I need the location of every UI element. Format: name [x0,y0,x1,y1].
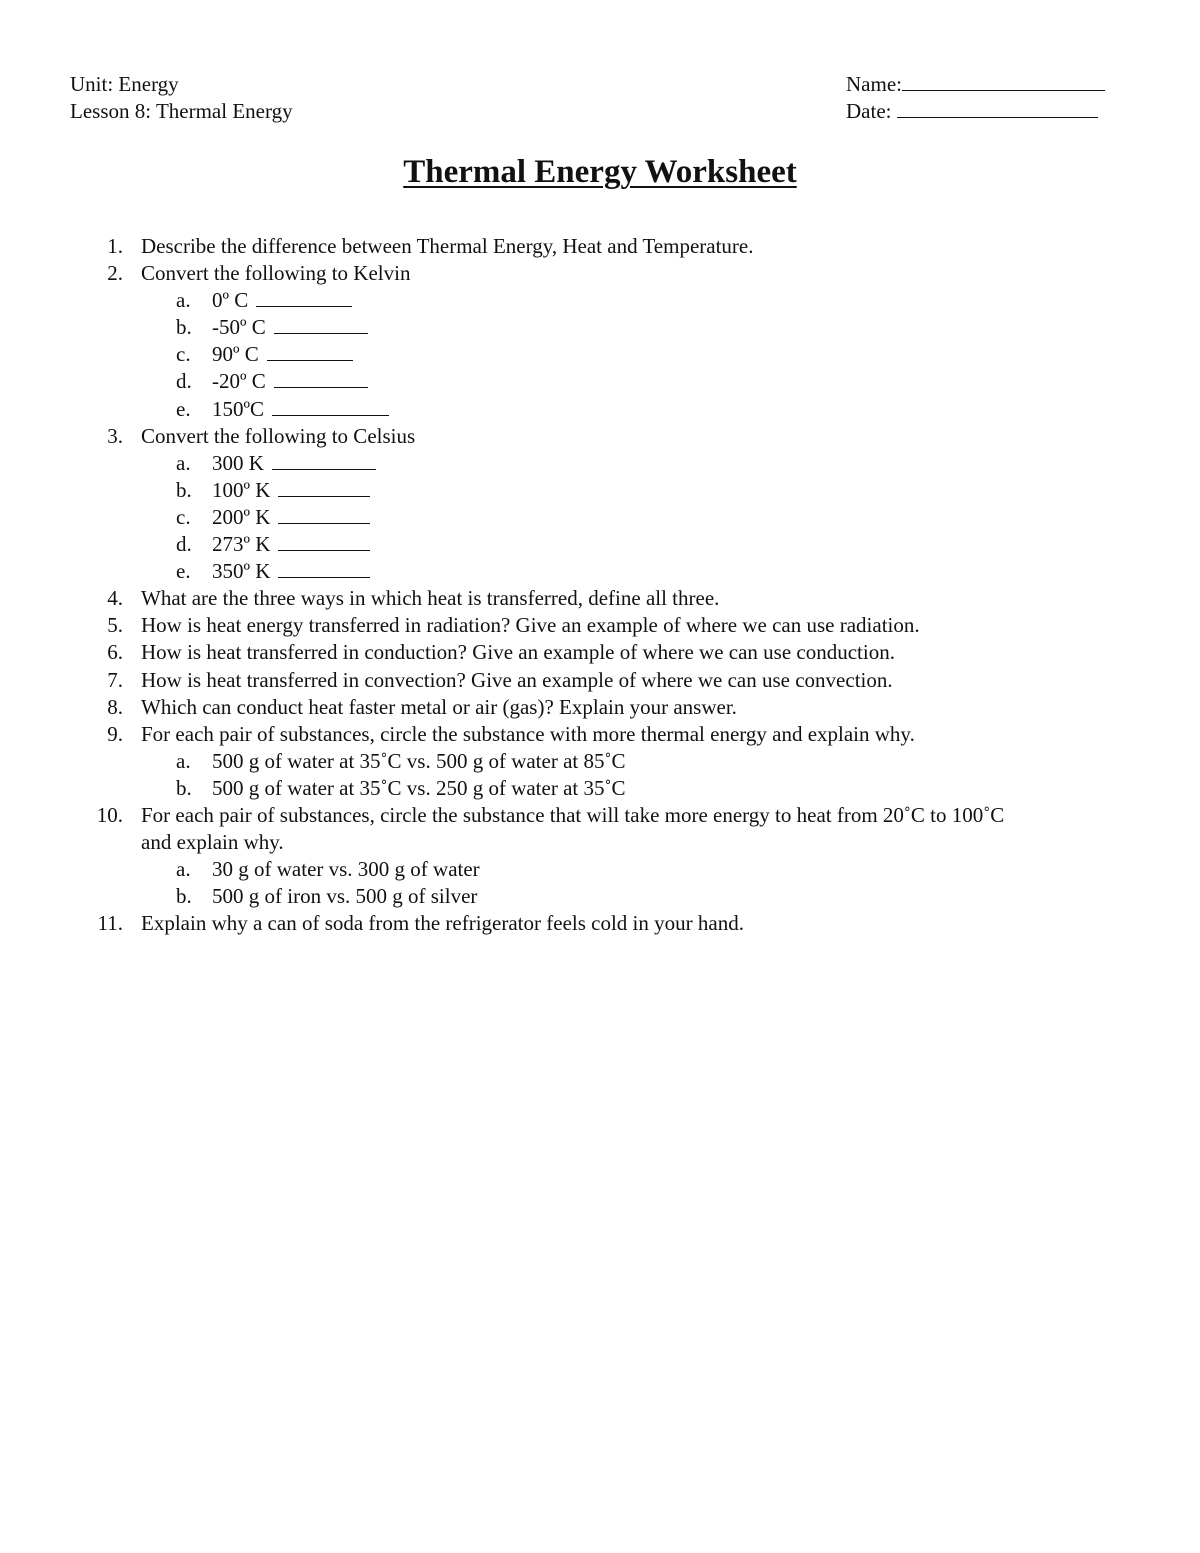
question-number: 8. [107,694,123,719]
unit-label: Unit: Energy [70,72,179,96]
question-number: 2. [107,261,123,286]
sub-question-item [0,341,1200,368]
question-text: What are the three ways in which heat is transferred, define all three. [141,586,720,611]
sub-question-text [212,504,370,531]
sub-question-letter: d. [176,532,192,557]
sub-question-letter: a. [176,450,191,475]
question-item [0,260,1200,287]
question-item [0,423,1200,450]
sub-question-text [212,531,370,558]
sub-question-label: 150ºC [212,396,265,421]
sub-question-label: 350º K [212,559,271,584]
question-number: 3. [107,423,123,448]
sub-question-text [212,558,370,585]
sub-question-letter: e. [176,559,191,584]
sub-question-label: 30 g of water vs. 300 g of water [212,857,480,882]
sub-question-text [212,450,376,477]
date-label: Date: [846,99,892,123]
sub-question-item [0,368,1200,395]
sub-question-item [0,450,1200,477]
question-number: 9. [107,721,123,746]
sub-question-item [0,748,1200,775]
sub-question-text [212,287,352,314]
sub-question-letter: e. [176,396,191,421]
date-blank[interactable] [897,98,1098,118]
question-item [0,612,1200,639]
sub-question-letter: a. [176,857,191,882]
sub-question-text [212,883,477,910]
answer-blank[interactable] [256,287,352,307]
name-row [846,71,1105,98]
sub-question-text [212,368,368,395]
question-number: 1. [107,234,123,258]
sub-question-label: 200º K [212,504,271,529]
question-number: 10. [96,802,123,827]
sub-question-text [212,314,368,341]
sub-question-item [0,287,1200,314]
sub-question-item [0,477,1200,504]
question-text: For each pair of substances, circle the substance that will take more energy to heat from 20˚C to 100˚C [141,802,1005,827]
question-text-continued: and explain why. [141,830,284,855]
answer-blank[interactable] [274,368,368,388]
name-blank[interactable] [902,71,1105,91]
question-item [0,802,1200,829]
question-number: 11. [97,911,123,936]
sub-question-label: 300 K [212,450,264,475]
question-number: 5. [107,613,123,638]
lesson-label: Lesson 8: Thermal Energy [70,99,293,123]
sub-question-label: 90º C [212,342,259,367]
question-list [0,233,1200,937]
answer-blank[interactable] [274,314,368,334]
question-item [0,585,1200,612]
answer-blank[interactable] [267,341,353,361]
sub-question-text [212,856,480,883]
sub-question-letter: c. [176,504,191,529]
sub-question-letter: c. [176,342,191,367]
question-continuation [0,829,1200,856]
sub-question-letter: b. [176,884,192,909]
question-text: How is heat transferred in conduction? Give an example of where we can use conduction. [141,640,895,665]
question-item [0,639,1200,666]
sub-question-letter: b. [176,477,192,502]
name-label: Name: [846,72,902,96]
question-item [0,910,1200,937]
sub-question-label: 273º K [212,532,271,557]
question-item [0,667,1200,694]
sub-question-item [0,856,1200,883]
sub-question-letter: a. [176,288,191,313]
answer-blank[interactable] [278,558,370,578]
sub-question-item [0,775,1200,802]
sub-question-label: 500 g of water at 35˚C vs. 500 g of water at 85˚C [212,748,626,773]
sub-question-item [0,396,1200,423]
sub-question-letter: b. [176,775,192,800]
sub-question-text [212,477,370,504]
question-number: 6. [107,640,123,665]
sub-question-label: 500 g of iron vs. 500 g of silver [212,884,478,909]
question-number: 7. [107,667,123,692]
question-number: 4. [107,586,123,611]
sub-question-label: 500 g of water at 35˚C vs. 250 g of water at 35˚C [212,775,626,800]
question-text: How is heat energy transferred in radiation? Give an example of where we can use radiation. [141,613,920,638]
question-text: Convert the following to Kelvin [141,261,411,286]
question-text: Explain why a can of soda from the refrigerator feels cold in your hand. [141,911,744,936]
answer-blank[interactable] [272,396,389,416]
question-text: For each pair of substances, circle the substance with more thermal energy and explain why. [141,721,915,746]
sub-question-letter: b. [176,315,192,340]
date-row [846,98,1105,125]
page-title: Thermal Energy Worksheet [403,154,797,190]
sub-question-label: 100º K [212,477,271,502]
sub-question-letter: a. [176,748,191,773]
question-item [0,233,1200,260]
header-left [70,71,293,125]
sub-question-text [212,748,626,775]
question-text: Which can conduct heat faster metal or air (gas)? Explain your answer. [141,694,737,719]
header-right [846,71,1105,125]
sub-question-text [212,341,353,368]
answer-blank[interactable] [278,531,370,551]
question-text: Describe the difference between Thermal Energy, Heat and Temperature. [141,234,754,258]
answer-blank[interactable] [272,450,376,470]
sub-question-item [0,883,1200,910]
sub-question-item [0,314,1200,341]
sub-question-text [212,396,389,423]
sub-question-text [212,775,626,802]
sub-question-item [0,504,1200,531]
answer-blank[interactable] [278,504,370,524]
sub-question-item [0,531,1200,558]
sub-question-letter: d. [176,369,192,394]
sub-question-label: 0º C [212,288,249,313]
question-item [0,721,1200,748]
sub-question-label: -50º C [212,315,266,340]
sub-question-label: -20º C [212,369,266,394]
question-item [0,694,1200,721]
sub-question-item [0,558,1200,585]
question-text: How is heat transferred in convection? Give an example of where we can use convection. [141,667,893,692]
answer-blank[interactable] [278,477,370,497]
question-text: Convert the following to Celsius [141,423,416,448]
